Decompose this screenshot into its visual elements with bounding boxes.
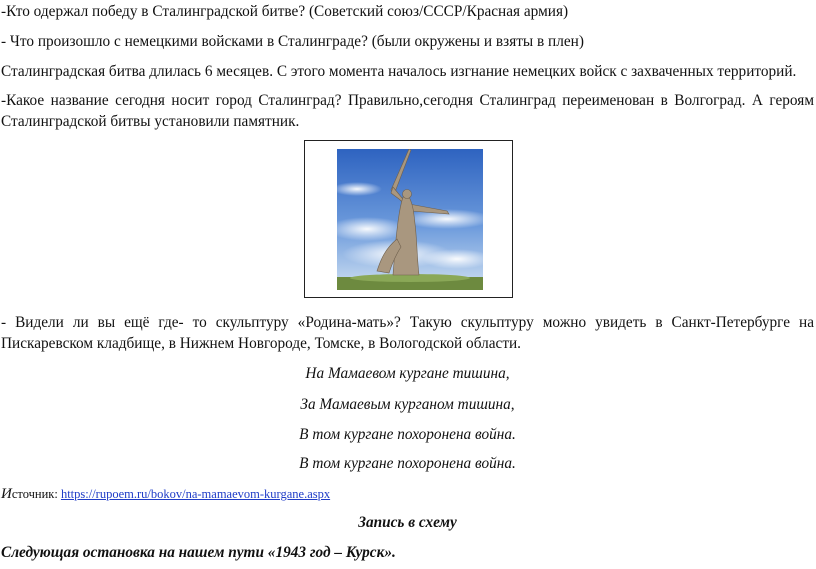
scheme-heading: Запись в схему bbox=[358, 514, 457, 531]
source-line bbox=[1, 483, 814, 505]
statue-figure-frame bbox=[304, 140, 513, 298]
statue-image bbox=[337, 149, 483, 290]
poem-line-2: За Мамаевым курганом тишина, bbox=[300, 396, 515, 413]
source-label-first: И bbox=[1, 486, 12, 502]
paragraph-city-name: -Какое название сегодня носит город Сталинград? Правильно,сегодня Сталинград переименован в Волгоград. А героям Сталинградской битвы установили памятник. bbox=[1, 92, 814, 130]
poem-line-3: В том кургане похоронена война. bbox=[299, 426, 516, 443]
poem-line-4: В том кургане похоронена война. bbox=[299, 455, 516, 472]
source-label bbox=[1, 487, 61, 501]
question-winner: -Кто одержал победу в Сталинградской битве? (Советский союз/СССР/Красная армия) bbox=[1, 3, 569, 20]
paragraph-battle-duration: Сталинградская битва длилась 6 месяцев. С этого момента началось изгнание немецких войск с захваченных территорий. bbox=[1, 63, 797, 80]
source-label-rest: сточник: bbox=[11, 487, 61, 501]
next-stop-line: Следующая остановка на нашем пути «1943 год – Курск». bbox=[1, 544, 396, 561]
paragraph-other-statues: - Видели ли вы ещё где- то скульптуру «Родина-мать»? Такую скульптуру можно увидеть в Санкт-Петербурге на Пискаревском кладбище, в Нижнем Новгороде, Томске, в Вологодской области. bbox=[1, 314, 814, 352]
question-german-troops: - Что произошло с немецкими войсками в Сталинграде? (были окружены и взяты в плен) bbox=[1, 33, 584, 50]
source-link[interactable]: https://rupoem.ru/bokov/na-mamaevom-kurgane.aspx bbox=[60, 487, 331, 501]
poem-line-1: На Мамаевом кургане тишина, bbox=[305, 365, 510, 382]
